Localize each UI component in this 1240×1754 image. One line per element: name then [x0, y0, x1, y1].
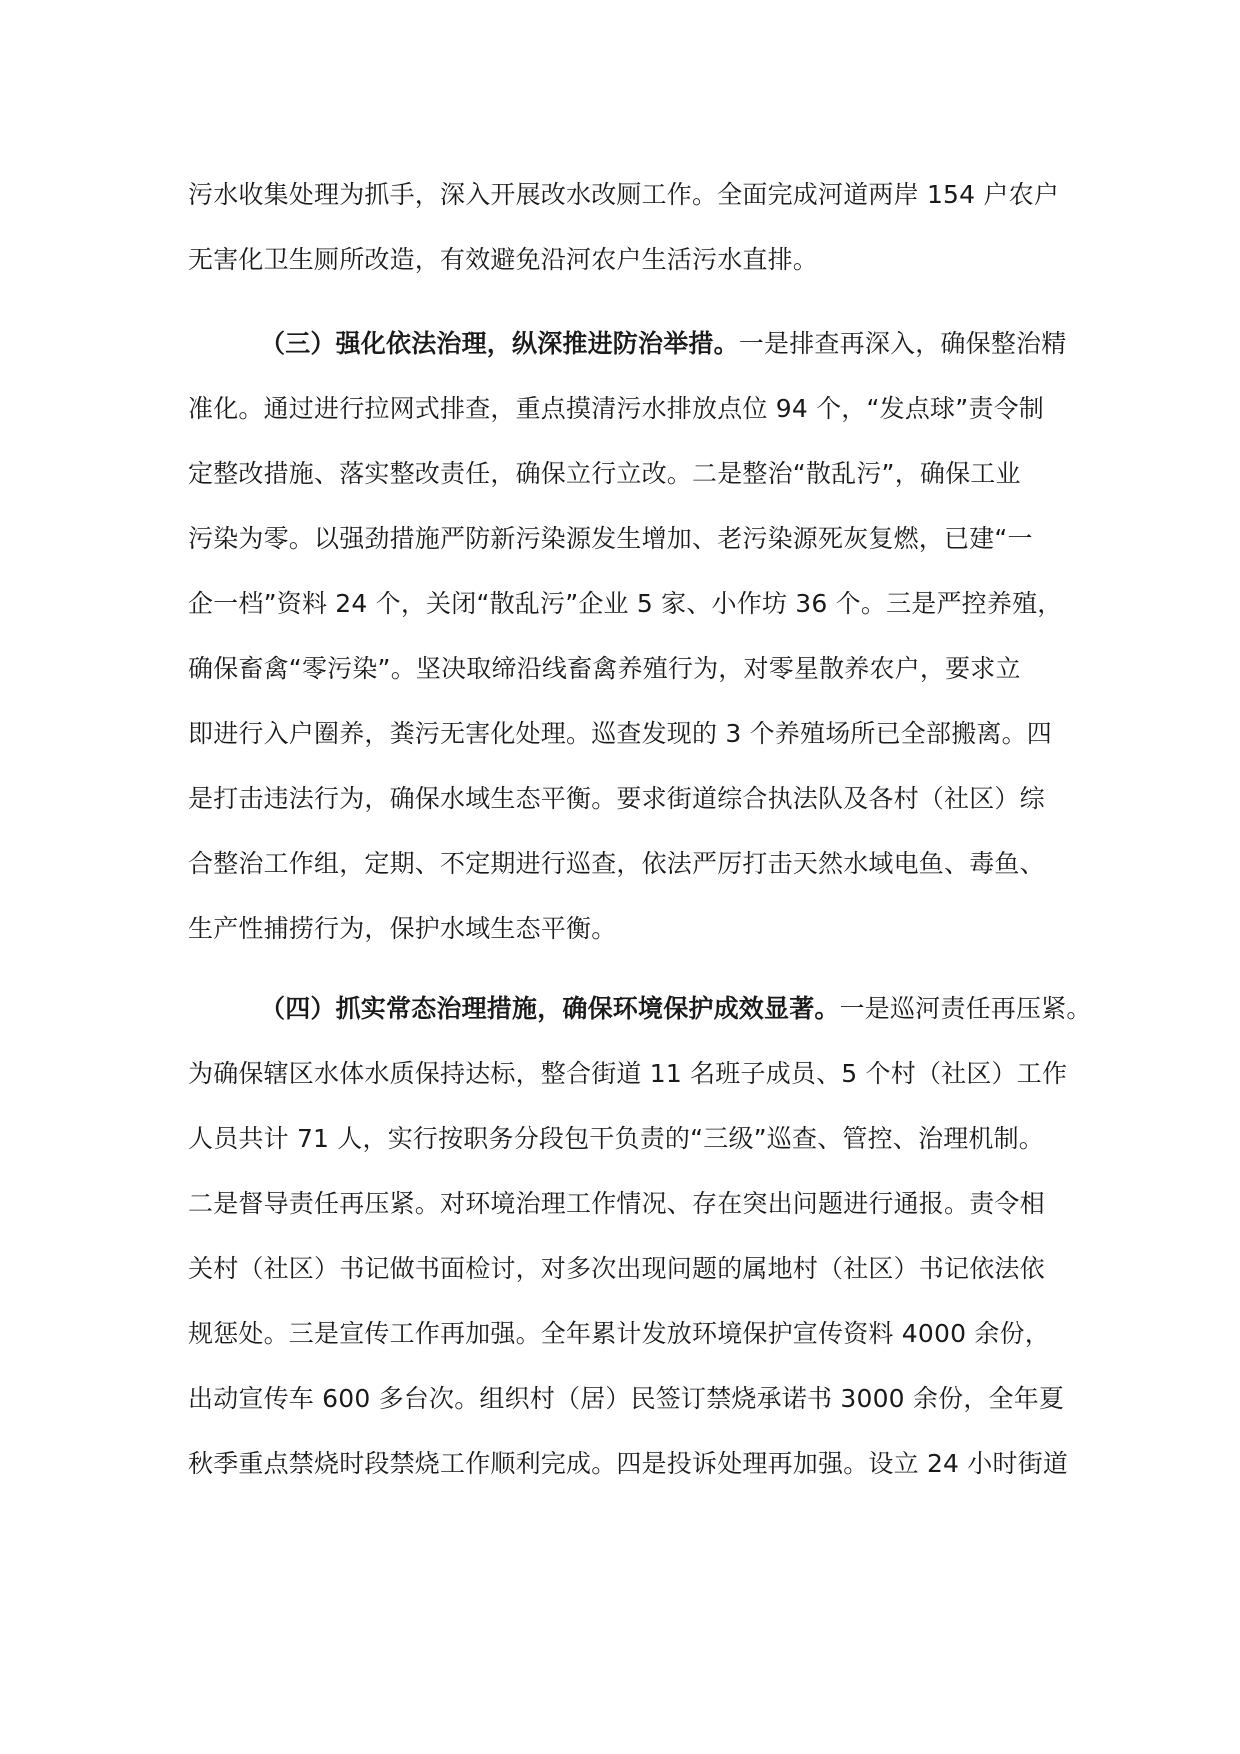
text-line: 无害化卫生厕所改造，有效避免沿河农户生活污水直排。	[188, 245, 819, 274]
text-line: 二是督导责任再压紧。对环境治理工作情况、存在突出问题进行通报。责令相	[188, 1189, 1045, 1218]
text-line: 准化。通过进行拉网式排查，重点摸清污水排放点位 94 个，“发点球”责令制	[188, 394, 1045, 423]
text-line: 为确保辖区水体水质保持达标，整合街道 11 名班子成员、5 个村（社区）工作	[188, 1059, 1068, 1088]
text-line: 是打击违法行为，确保水域生态平衡。要求街道综合执法队及各村（社区）综	[188, 784, 1045, 813]
section-heading: （三）强化依法治理，纵深推进防治举措。	[260, 329, 739, 358]
heading-line-rest: 一是排查再深入，确保整治精	[738, 329, 1067, 358]
text-line: 即进行入户圈养，粪污无害化处理。巡查发现的 3 个养殖场所已全部搬离。四	[188, 719, 1053, 748]
text-line: 规惩处。三是宣传工作再加强。全年累计发放环境保护宣传资料 4000 余份，	[188, 1319, 1050, 1348]
text-line: 污染为零。以强劲措施严防新污染源发生增加、老污染源死灰复燃，已建“一	[188, 524, 1033, 553]
text-line: 确保畜禽“零污染”。坚决取缔沿线畜禽养殖行为，对零星散养农户，要求立	[188, 654, 1021, 683]
text-line: 关村（社区）书记做书面检讨，对多次出现问题的属地村（社区）书记依法依	[188, 1254, 1045, 1283]
paragraph-sewage-treatment	[188, 162, 1068, 292]
paragraph-section-four	[188, 976, 1092, 1496]
text-line: 合整治工作组，定期、不定期进行巡查，依法严厉打击天然水域电鱼、毒鱼、	[188, 849, 1045, 878]
text-line: 污水收集处理为抓手，深入开展改水改厕工作。全面完成河道两岸 154 户农户	[188, 180, 1060, 209]
text-line: 秋季重点禁烧时段禁烧工作顺利完成。四是投诉处理再加强。设立 24 小时街道	[188, 1449, 1069, 1478]
text-line: 生产性捕捞行为，保护水域生态平衡。	[188, 914, 617, 943]
paragraph-section-three	[188, 311, 1068, 961]
section-heading: （四）抓实常态治理措施，确保环境保护成效显著。	[260, 994, 840, 1023]
text-line: 人员共计 71 人，实行按职务分段包干负责的“三级”巡查、管控、治理机制。	[188, 1124, 1045, 1153]
text-line	[188, 311, 1068, 376]
text-line: 定整改措施、落实整改责任，确保立行立改。二是整治“散乱污”，确保工业	[188, 459, 1021, 488]
text-line	[188, 976, 1092, 1041]
text-line: 出动宣传车 600 多台次。组织村（居）民签订禁烧承诺书 3000 余份，全年夏	[188, 1384, 1065, 1413]
text-line: 企一档”资料 24 个，关闭“散乱污”企业 5 家、小作坊 36 个。三是严控养殖，	[188, 589, 1063, 618]
heading-line-rest: 一是巡河责任再压紧。	[839, 994, 1092, 1023]
